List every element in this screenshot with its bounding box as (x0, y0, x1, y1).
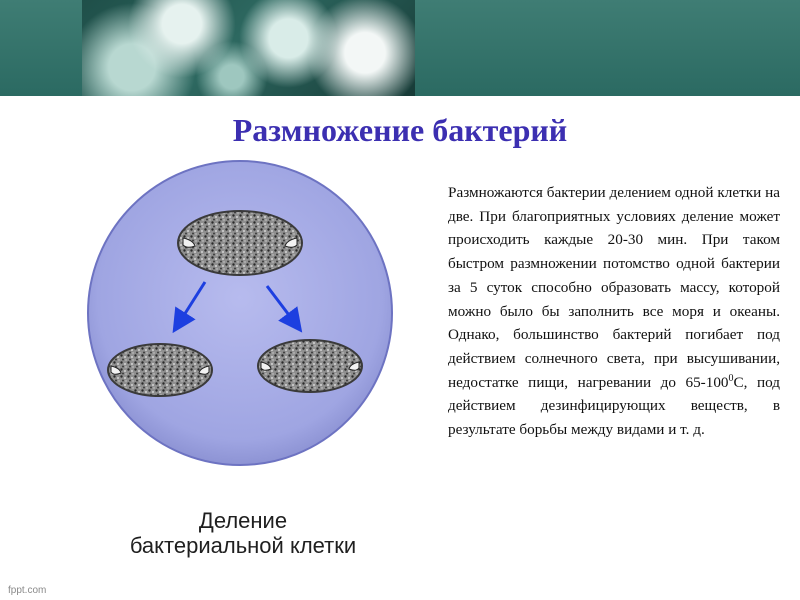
slide-title: Размножение бактерий (232, 112, 568, 148)
body-text-tail: С, под действием дезинфицирующих веществ, в результате борьбы между видами и т. д. (448, 373, 780, 439)
daughter-bacterium-right (258, 340, 362, 392)
parent-bacterium (178, 211, 302, 275)
daughter-bacterium-left (108, 344, 212, 396)
diagram-caption (88, 508, 398, 558)
header-divider (0, 96, 800, 102)
caption-line-1: Деление (198, 508, 288, 533)
caption-line-2: бактериальной клетки (129, 533, 357, 558)
body-paragraph (448, 181, 780, 442)
cell-division-diagram (85, 158, 395, 468)
header-band (0, 0, 800, 96)
footer-watermark: fppt.com (8, 585, 47, 596)
body-text-main: Размножаются бактерии делением одной клетки на две. При благоприятных условиях деление может происходить каждые 20-30 мин. При таком быстром размножении потомство одной бактерии за 5 суток способно образовать массу, которой можно было бы заполнить все моря и океаны. Однако, большинство бактерий погибает под действием солнечного света, при высушивании, недостатке пищи, нагревании до 65-100 (448, 184, 780, 391)
bacteria-photo (82, 0, 415, 96)
degree-superscript: 0 (728, 372, 734, 384)
background-disc (88, 161, 392, 465)
